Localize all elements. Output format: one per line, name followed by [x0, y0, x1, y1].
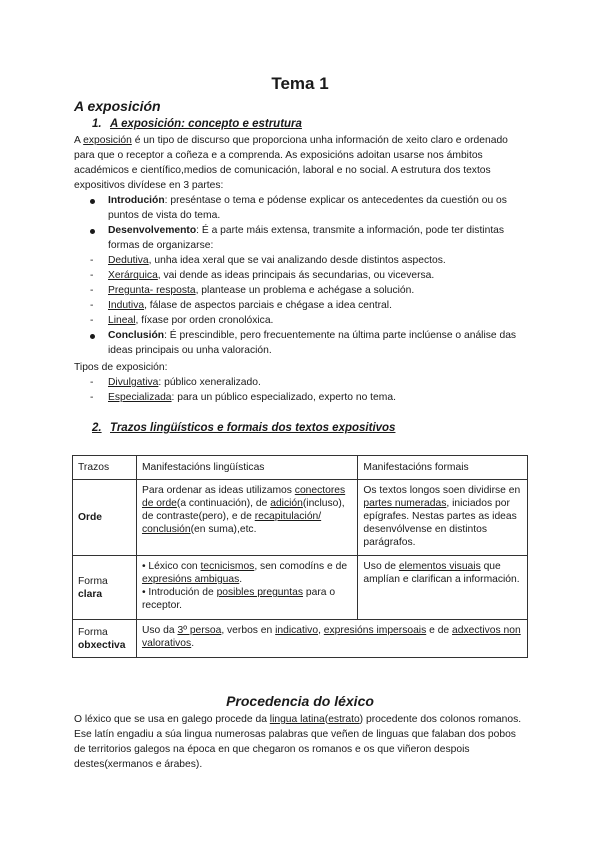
dash-text: , fálase de aspectos parciais e chégase a idea central.	[144, 300, 392, 311]
cell-obxectiva: Uso da 3º persoa, verbos en indicativo, expresións impersoais e de adxectivos non valorativos.	[136, 620, 527, 658]
tipo-text: : público xeneralizado.	[158, 377, 261, 388]
row-label-clara	[73, 556, 137, 620]
bullet-text: : É prescindible, pero frecuentemente na última parte inclúense o análise das ideas principais ou unha valoración.	[108, 330, 517, 356]
subsection-number: 1.	[92, 118, 102, 130]
bullet-dot	[90, 334, 95, 339]
subsection-title: Trazos lingüísticos e formais dos textos expositivos	[110, 422, 396, 434]
cell-clara-formais: Uso de elementos visuais que amplían e clarifican a información.	[358, 556, 528, 620]
row-label-text: Forma	[78, 626, 108, 638]
row-label-text: obxectiva	[78, 639, 126, 651]
section-heading-procedencia: Procedencia do léxico	[226, 693, 374, 709]
procedencia-paragraph: O léxico que se usa en galego procede da lingua latina(estrato) procedente dos colonos romanos. Ese latín engadiu a súa lingua numerosas palabras que veñen de linguas que falaban dos pobos de territorios galegos na época en que chegaron os romanos e os que viñeron despois destes(xermanos e árabes).	[74, 714, 522, 770]
row-label-obxectiva	[73, 620, 137, 658]
dash-term: Lineal	[108, 315, 136, 326]
section-heading-exposicion: A exposición	[74, 98, 161, 114]
dash-item-dedutiva	[108, 253, 446, 268]
dash-text: , unha idea xeral que se vai analizando desde distintos aspectos.	[148, 255, 446, 266]
page-title: Tema 1	[271, 74, 329, 93]
row-label-text: Forma	[78, 575, 108, 587]
dash-text: , vai dende as ideas principais ás secundarias, ou viceversa.	[157, 270, 435, 281]
dash-text: , fíxase por orden cronolóxica.	[135, 315, 274, 326]
dash-term: Dedutiva	[108, 255, 149, 266]
tipo-especializada	[108, 390, 396, 405]
row-label-orde	[73, 480, 137, 556]
cell-orde-linguisticas: Para ordenar as ideas utilizamos conectores de orde(a continuación), de adición(incluso), de contraste(pero), e de recapitulación/ conclusión(en suma),etc.	[136, 480, 357, 556]
cell-orde-formais: Os textos longos soen dividirse en partes numeradas, iniciados por epígrafes. Nestas partes as ideas desenvólvense en distintos parágrafos.	[358, 480, 528, 556]
bullet-dot	[90, 199, 95, 204]
table-header-cell: Manifestacións formais	[358, 456, 528, 480]
tipo-term: Especializada	[108, 392, 172, 403]
dash-mark: -	[90, 270, 94, 281]
table-row-orde	[73, 480, 528, 556]
table-header-row	[73, 456, 528, 480]
dash-text: , plantease un problema e achégase a solución.	[195, 285, 415, 296]
dash-mark: -	[90, 315, 94, 326]
table-row-obxectiva	[73, 620, 528, 658]
dash-mark: -	[90, 285, 94, 296]
intro-text-b: é un tipo de discurso que proporciona unha información de xeito claro e ordenado para que o receptor a coñeza e a comprenda. As exposicións adoitan usarse nos ámbitos académicos e científico,medios de comunicación, laboral e no social. A estrutura dos textos expositivos divídese en 3 partes:	[74, 135, 508, 191]
tipo-divulgativa	[108, 375, 261, 390]
dash-item-pregunta-resposta	[108, 283, 414, 298]
subsection-number: 2.	[92, 422, 102, 434]
dash-term: Pregunta- resposta	[108, 285, 196, 296]
dash-mark: -	[90, 377, 94, 388]
subsection-heading-2	[92, 421, 395, 436]
trazos-table	[72, 455, 528, 658]
bullet-text: : É a parte máis extensa, transmite a información, pode ter distintas formas de organizarse:	[108, 225, 505, 251]
cell-clara-linguisticas: • Léxico con tecnicismos, sen comodíns e de expresións ambiguas. • Introdución de posibles preguntas para o receptor.	[136, 556, 357, 620]
bullet-desenvolvemento	[108, 223, 528, 253]
table-header-cell: Trazos	[73, 456, 137, 480]
dash-term: Xerárquica	[108, 270, 158, 281]
intro-paragraph	[74, 133, 526, 193]
row-label-text: Orde	[78, 512, 103, 523]
bullet-dot	[90, 229, 95, 234]
dash-mark: -	[90, 300, 94, 311]
dash-item-xerarquica	[108, 268, 434, 283]
tipos-label: Tipos de exposición:	[74, 362, 168, 373]
intro-term-exposicion: exposición	[83, 135, 132, 146]
tipo-term: Divulgativa	[108, 377, 159, 388]
bullet-introducion	[108, 193, 528, 223]
dash-mark: -	[90, 255, 94, 266]
subsection-title: A exposición: concepto e estrutura	[110, 118, 302, 130]
bullet-label: Introdución	[108, 195, 165, 206]
bullet-label: Desenvolvemento	[108, 225, 197, 236]
row-label-text: clara	[78, 588, 103, 600]
intro-text-a: A	[74, 135, 84, 146]
bullet-conclusion	[108, 328, 528, 358]
tipo-text: : para un público especializado, experto no tema.	[171, 392, 396, 403]
subsection-heading-1	[92, 117, 302, 132]
bullet-label: Conclusión	[108, 330, 165, 341]
dash-item-lineal	[108, 313, 273, 328]
dash-item-indutiva	[108, 298, 392, 313]
bullet-text: : preséntase o tema e pódense explicar os antecedentes da cuestión ou os puntos de vista do tema.	[108, 195, 507, 221]
table-row-clara	[73, 556, 528, 620]
dash-term: Indutiva	[108, 300, 145, 311]
table-header-cell: Manifestacións lingüísticas	[136, 456, 357, 480]
dash-mark: -	[90, 392, 94, 403]
